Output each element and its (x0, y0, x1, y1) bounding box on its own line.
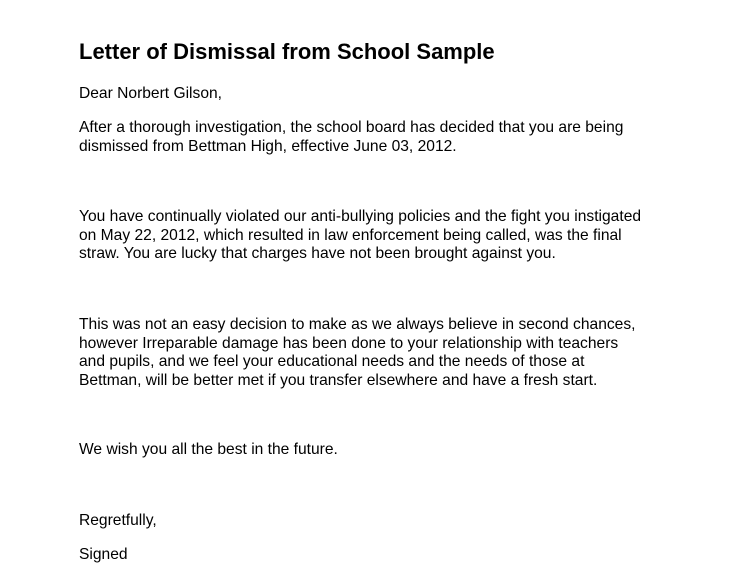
wish-paragraph (79, 441, 739, 460)
letter-document (79, 0, 739, 562)
paragraph-line: dismissed from Bettman High, effective June 03, 2012. (79, 137, 457, 155)
paragraph-line: straw. You are lucky that charges have not been brought against you. (79, 245, 556, 262)
closing-text: Regretfully, (79, 512, 157, 529)
wish-text: We wish you all the best in the future. (79, 441, 338, 458)
paragraph-line: This was not an easy decision to make as we always believe in second chances, (79, 316, 636, 333)
paragraph-line: on May 22, 2012, which resulted in law enforcement being called, was the final (79, 226, 622, 244)
paragraph-investigation (79, 119, 739, 156)
paragraph-violations (79, 208, 739, 264)
letter-title: Letter of Dismissal from School Sample (79, 39, 495, 64)
closing (79, 512, 739, 531)
paragraph-line: After a thorough investigation, the school board has decided that you are being (79, 119, 624, 136)
paragraph-line: Bettman, will be better met if you transfer elsewhere and have a fresh start. (79, 371, 598, 389)
paragraph-decision (79, 316, 739, 390)
paragraph-line: and pupils, and we feel your educational needs and the needs of those at (79, 353, 585, 370)
salutation-text: Dear Norbert Gilson, (79, 85, 222, 102)
salutation (79, 85, 739, 104)
paragraph-line: however Irreparable damage has been done to your relationship with teachers (79, 334, 619, 352)
signature-text: Signed (79, 546, 128, 563)
paragraph-line: You have continually violated our anti-bullying policies and the fight you instigated (79, 208, 642, 225)
